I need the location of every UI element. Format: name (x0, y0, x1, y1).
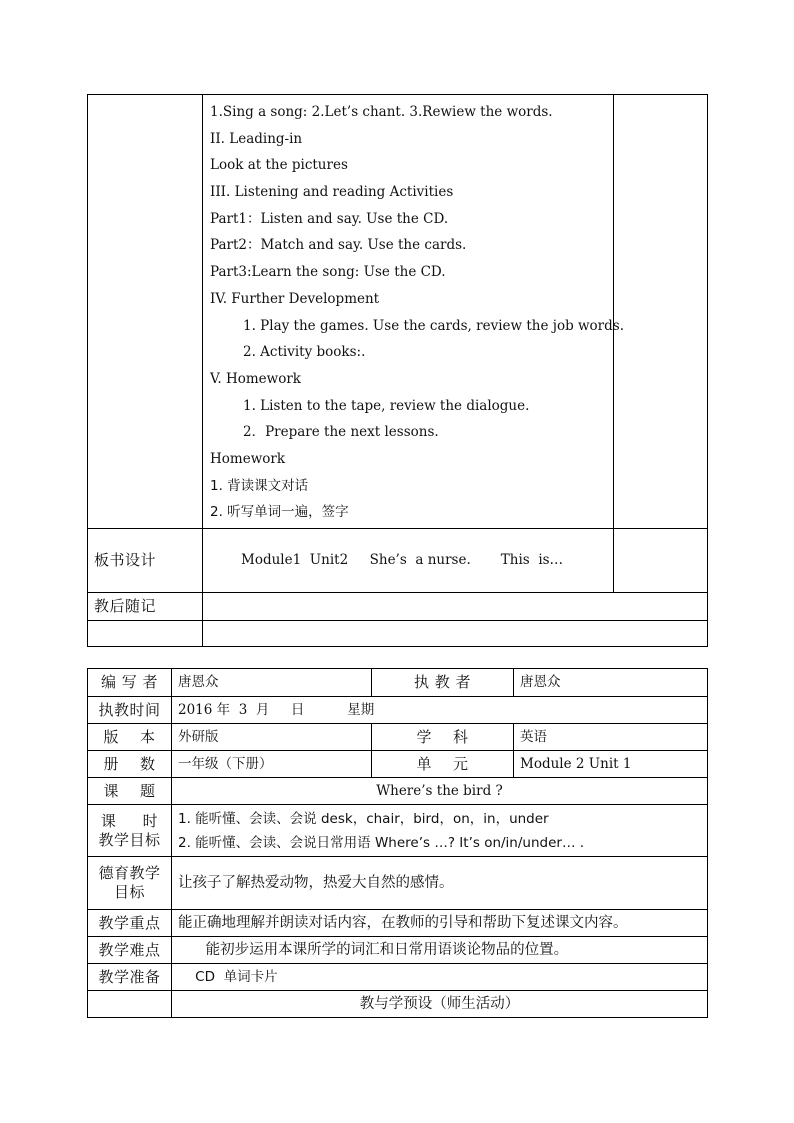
time-row (88, 697, 708, 724)
empty-row (88, 621, 708, 647)
lesson-plan-table-1 (87, 94, 708, 647)
step-line: 1. 背读课文对话 (210, 477, 309, 494)
board-design-row (88, 529, 708, 593)
prep-label: 教学准备 (88, 964, 172, 991)
volume-value: 一年级（下册） (172, 751, 372, 778)
moral-label-cell (88, 857, 172, 910)
topic-value: Where’s the bird ? (172, 778, 708, 805)
step-line: 2. 听写单词一遍，签字 (210, 504, 349, 521)
step-line: Part1：Listen and say. Use the CD. (210, 210, 449, 227)
reflection-row (88, 593, 708, 621)
step-line: 1. Play the games. Use the cards, review the job words. (243, 317, 624, 334)
edition-label: 版 本 (88, 724, 172, 751)
step-line: II. Leading-in (210, 130, 303, 147)
teacher-value: 唐恩众 (514, 669, 708, 697)
author-row (88, 669, 708, 697)
difficult-value: 能初步运用本课所学的词汇和日常用语谈论物品的位置。 (172, 937, 708, 964)
topic-row (88, 778, 708, 805)
prep-value: CD 单词卡片 (172, 964, 708, 991)
board-design-label: 板书设计 (88, 529, 203, 593)
goal-line: 2. 能听懂、会读、会说日常用语 Where’s …? It’s on/in/under… . (178, 834, 585, 851)
step-line: III. Listening and reading Activities (210, 184, 454, 201)
hours-label: 课 时 (100, 811, 159, 830)
goals-row (88, 805, 708, 857)
lesson-steps-cell (203, 95, 624, 529)
empty-cell (88, 621, 203, 647)
lesson-steps-row (88, 95, 708, 529)
moral-row (88, 857, 708, 910)
activity-header: 教与学预设（师生活动） (172, 991, 708, 1018)
key-label: 教学重点 (88, 910, 172, 937)
volume-row (88, 751, 708, 778)
unit-label: 单 元 (372, 751, 514, 778)
key-row (88, 910, 708, 937)
steps-label-cell (88, 95, 203, 529)
step-line: 1.Sing a song: 2.Let’s chant. 3.Rewiew the words. (210, 104, 553, 120)
author-label: 编 写 者 (88, 669, 172, 697)
step-line: 2．Prepare the next lessons. (243, 424, 439, 441)
key-value: 能正确地理解并朗读对话内容，在教师的引导和帮助下复述课文内容。 (172, 910, 708, 937)
volume-label: 册 数 (88, 751, 172, 778)
empty-cell (203, 621, 708, 647)
topic-label: 课 题 (88, 778, 172, 805)
step-line: Look at the pictures (210, 157, 348, 174)
time-value: 2016 年 3 月 日 星期 (172, 697, 708, 724)
step-line: Part3:Learn the song: Use the CD. (210, 264, 446, 281)
difficult-label: 教学难点 (88, 937, 172, 964)
unit-value: Module 2 Unit 1 (514, 751, 708, 778)
activity-blank-cell (88, 991, 172, 1018)
moral-label: 目标 (113, 883, 145, 901)
difficult-row (88, 937, 708, 964)
goals-label: 教学目标 (98, 830, 161, 849)
goal-line: 1. 能听懂、会读、会说 desk，chair，bird，on，in，under (178, 810, 549, 827)
edition-value: 外研版 (172, 724, 372, 751)
moral-value: 让孩子了解热爱动物，热爱大自然的感情。 (172, 857, 708, 910)
time-label: 执教时间 (88, 697, 172, 724)
prep-row (88, 964, 708, 991)
moral-label: 德育教学 (98, 864, 161, 883)
reflection-content (203, 593, 708, 621)
step-line: 2. Activity books:. (243, 344, 366, 361)
board-design-notes (614, 529, 708, 593)
step-line: IV. Further Development (210, 290, 380, 307)
goals-cell (172, 805, 708, 857)
step-line: Homework (210, 450, 286, 467)
lesson-plan-table-2 (87, 668, 708, 1018)
subject-label: 学 科 (372, 724, 514, 751)
teacher-label: 执 教 者 (372, 669, 514, 697)
activity-header-row (88, 991, 708, 1018)
step-line: 1. Listen to the tape, review the dialogue. (243, 397, 530, 414)
goals-label-cell (88, 805, 172, 857)
step-line: V. Homework (210, 370, 301, 387)
board-design-content: Module1 Unit2 She’s a nurse. This is… (203, 529, 614, 593)
edition-row (88, 724, 708, 751)
notes-cell (614, 95, 708, 529)
author-value: 唐恩众 (172, 669, 372, 697)
step-line: Part2：Match and say. Use the cards. (210, 237, 467, 254)
reflection-label: 教后随记 (88, 593, 203, 621)
subject-value: 英语 (514, 724, 708, 751)
